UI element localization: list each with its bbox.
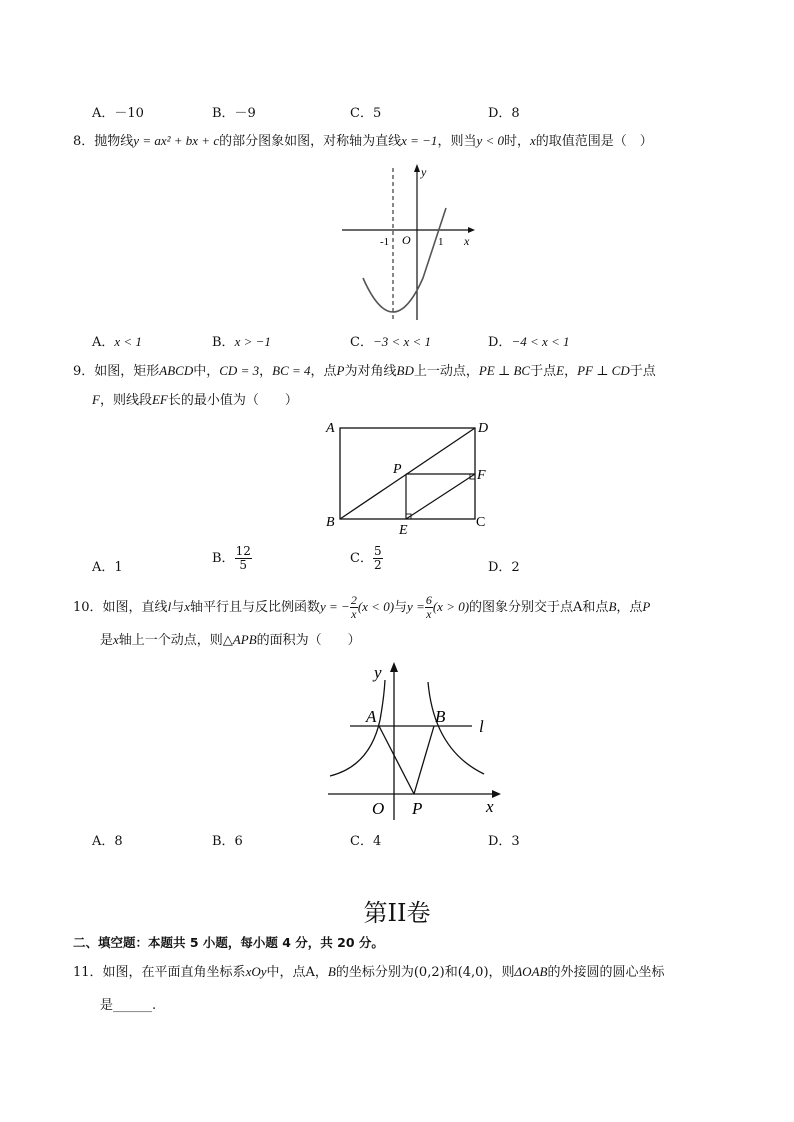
q11-stem-line2: 是______. bbox=[100, 998, 157, 1013]
q7-option-a: A．－10 bbox=[92, 106, 144, 121]
q9-label-p: P bbox=[393, 462, 402, 477]
q8-option-c: C．−3 < x < 1 bbox=[350, 334, 432, 350]
q10-x-label: x bbox=[486, 797, 494, 816]
q10-option-c: C．4 bbox=[350, 834, 382, 849]
q10-option-d: D．3 bbox=[488, 834, 520, 849]
q8-option-d: D．−4 < x < 1 bbox=[488, 334, 570, 350]
q9-option-a: A．1 bbox=[92, 560, 123, 575]
q10-option-a: A．8 bbox=[92, 834, 123, 849]
q8-one-label: 1 bbox=[438, 236, 444, 248]
q8-x-label: x bbox=[464, 234, 470, 248]
q9-stem-line2: F，则线段EF长的最小值为（ ） bbox=[92, 392, 298, 408]
q10-stem-line1: 10．如图，直线l与x轴平行且与反比例函数y = − $\frac{2}{x}$ (x < 0)与y = $\frac{6}{x}$ (x > 0)的图象分别交于点A和点B，点P bbox=[73, 593, 651, 621]
q10-o-label: O bbox=[372, 799, 385, 818]
q9-label-a: A bbox=[326, 421, 335, 436]
q7-option-c: C．5 bbox=[350, 106, 382, 121]
q9-label-c: C bbox=[476, 515, 486, 530]
q10-option-b: B．6 bbox=[212, 834, 243, 849]
q9-option-c: C． $\frac{5}{2}$ bbox=[350, 544, 382, 572]
q11-stem-line1: 11．如图，在平面直角坐标系xOy中，点A，B的坐标分别为(0,2)和(4,0)，则ΔOAB的外接圆的圆心坐标 bbox=[73, 964, 665, 980]
q8-origin-label: O bbox=[402, 233, 411, 247]
q7-option-b: B．－9 bbox=[212, 106, 256, 121]
q8-option-a: A．x < 1 bbox=[92, 334, 142, 350]
q10-l-label: l bbox=[479, 717, 484, 736]
q9-option-b: B． $\frac{12}{5}$ bbox=[212, 544, 251, 572]
q8-parabola-figure bbox=[330, 160, 480, 322]
q8-stem: 8．抛物线y = ax² + bx + c的部分图象如图，对称轴为直线x = −1，则当y < 0时，x的取值范围是（ ） bbox=[73, 133, 653, 149]
q9-rectangle-figure bbox=[318, 412, 498, 540]
q10-stem-line2: 是x轴上一个动点，则△APB的面积为（ ） bbox=[100, 632, 361, 648]
q7-option-d: D．8 bbox=[488, 106, 520, 121]
section-heading: 二、填空题：本题共 5 小题，每小题 4 分，共 20 分。 bbox=[73, 935, 384, 950]
q10-p-label: P bbox=[412, 799, 423, 818]
q8-y-label: y bbox=[421, 165, 427, 179]
q9-label-d: D bbox=[478, 421, 489, 436]
q9-option-d: D．2 bbox=[488, 560, 520, 575]
q9-label-b: B bbox=[326, 515, 335, 530]
q10-a-label: A bbox=[366, 707, 377, 726]
q9-label-e: E bbox=[399, 523, 408, 538]
section-title: 第II卷 bbox=[363, 899, 431, 927]
q10-y-label: y bbox=[374, 663, 382, 682]
q9-label-f: F bbox=[477, 468, 486, 483]
q8-option-b: B．x > −1 bbox=[212, 334, 271, 350]
q10-b-label: B bbox=[435, 707, 446, 726]
q9-stem-line1: 9．如图，矩形ABCD中，CD = 3，BC = 4，点P为对角线BD上一动点，PE ⊥ BC于点E，PF ⊥ CD于点 bbox=[73, 363, 656, 379]
q8-neg1-label: -1 bbox=[380, 236, 390, 248]
q10-hyperbola-figure bbox=[322, 658, 504, 824]
